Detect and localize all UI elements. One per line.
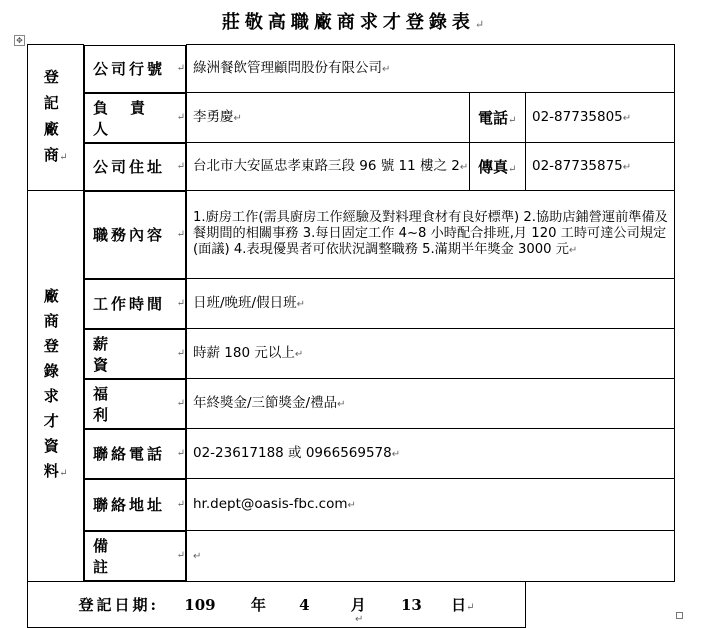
paragraph-mark: ↵ [176, 298, 185, 309]
duties-cell[interactable] [187, 191, 675, 279]
paragraph-mark: ↵ [508, 164, 517, 175]
hours-label-cell [84, 279, 186, 329]
paragraph-mark: ↵ [622, 112, 632, 124]
fax-cell[interactable] [526, 143, 675, 191]
paragraph-mark: ↵ [459, 161, 469, 173]
notes-cell[interactable] [187, 531, 675, 582]
contact-phone-label-cell [84, 429, 186, 479]
company-name-cell[interactable] [187, 45, 675, 93]
paragraph-mark: ↵ [294, 348, 304, 360]
paragraph-mark: ↵ [296, 298, 305, 310]
contact-address-label: 聯絡地址 [93, 496, 166, 514]
owner-value: 李勇慶 [193, 108, 234, 125]
paragraph-mark: ↵ [568, 245, 578, 256]
table-move-handle-icon[interactable]: ✥ [14, 35, 25, 46]
paragraph-mark: ↵ [176, 550, 185, 561]
section-job-info-label: 廠商登錄求才資料 [43, 287, 59, 481]
paragraph-mark: ↵ [508, 115, 517, 126]
contact-phone-cell[interactable] [187, 429, 675, 479]
paragraph-mark: ↵ [176, 499, 185, 510]
company-name-value: 綠洲餐飲管理顧問股份有限公司 [193, 59, 382, 76]
notes-label: 備註 [93, 536, 161, 576]
hours-label: 工作時間 [93, 295, 166, 313]
owner-cell[interactable] [187, 93, 470, 143]
address-cell[interactable] [187, 143, 470, 191]
section-registered-company-label: 登記廠商 [43, 68, 59, 164]
hours-value: 日班/晚班/假日班 [193, 294, 297, 311]
registration-day: 13 [400, 595, 422, 614]
table-resize-handle-icon[interactable] [676, 612, 683, 619]
paragraph-mark: ↵ [474, 18, 485, 31]
salary-cell[interactable] [187, 329, 675, 379]
paragraph-mark: ↵ [382, 63, 391, 75]
paragraph-mark: ↵ [176, 448, 185, 459]
registration-month: 4 [299, 595, 310, 614]
duties-value: 1.廚房工作(需具廚房工作經驗及對料理食材有良好標準) 2.協助店鋪營運前準備及餐期間的相關事務 3.每日固定工作 4~8 小時配合排班,月 120 工時可達公司規定(面議) 4.表現優異者可依狀況調整職務 5.滿期半年獎金 3000 元 [193, 210, 668, 257]
contact-phone-label: 聯絡電話 [93, 445, 166, 463]
paragraph-mark: ↵ [176, 348, 185, 359]
paragraph-mark: ↵ [176, 161, 185, 172]
salary-label-cell [84, 329, 186, 379]
address-label-cell [84, 143, 186, 191]
phone-label: 電話 [478, 109, 509, 127]
company-name-label: 公司行號 [93, 60, 166, 78]
contact-address-label-cell [84, 479, 186, 531]
paragraph-mark: ↵ [176, 63, 185, 74]
contact-address-value: hr.dept@oasis-fbc.com [193, 495, 348, 512]
paragraph-mark: ↵ [622, 161, 632, 173]
address-value: 台北市大安區忠孝東路三段 96 號 11 樓之 2 [193, 157, 460, 174]
paragraph-mark: ↵ [193, 550, 202, 562]
hours-cell[interactable] [187, 279, 675, 329]
registration-date-cell[interactable] [28, 581, 526, 627]
registration-date-label: 登記日期: [78, 595, 160, 614]
benefits-label: 福利 [93, 384, 161, 424]
form-title-text: 莊敬高職廠商求才登錄表 [221, 12, 475, 33]
owner-label: 負責人 [93, 98, 168, 138]
contact-address-cell[interactable] [187, 479, 675, 531]
phone-cell[interactable] [526, 93, 675, 143]
fax-label-cell [470, 143, 526, 191]
contact-phone-value: 02-23617188 或 0966569578 [193, 444, 392, 461]
phone-label-cell [470, 93, 526, 143]
paragraph-mark: ↵ [337, 398, 346, 410]
fax-label: 傳真 [478, 158, 509, 176]
notes-label-cell [84, 531, 186, 581]
section-job-info [28, 191, 84, 582]
registration-table [27, 44, 675, 628]
paragraph-mark: ↵ [233, 112, 242, 124]
paragraph-mark: ↵ [59, 152, 68, 163]
registration-year-unit: 年 [250, 595, 266, 614]
owner-label-cell [84, 93, 186, 143]
salary-value: 時薪 180 元以上 [193, 344, 295, 361]
fax-value: 02-87735875 [532, 157, 623, 174]
duties-label: 職務內容 [93, 226, 166, 244]
paragraph-mark: ↵ [176, 112, 185, 123]
registration-month-unit: 月 [350, 595, 366, 614]
form-title [0, 8, 706, 34]
registration-day-unit: 日 [451, 595, 467, 614]
registration-year: 109 [184, 595, 216, 614]
salary-label: 薪資 [93, 334, 161, 374]
paragraph-mark: ↵ [347, 499, 356, 511]
section-registered-company [28, 45, 84, 191]
benefits-value: 年終獎金/三節獎金/禮品 [193, 394, 338, 411]
paragraph-mark: ↵ [391, 448, 401, 460]
benefits-cell[interactable] [187, 379, 675, 429]
paragraph-mark: ↵ [176, 398, 185, 409]
address-label: 公司住址 [93, 158, 166, 176]
paragraph-mark: ↵ [59, 468, 68, 480]
benefits-label-cell [84, 379, 186, 429]
company-name-label-cell [84, 45, 186, 93]
phone-value: 02-87735805 [532, 108, 623, 125]
paragraph-mark: ↵ [466, 601, 475, 613]
paragraph-mark: ↵ [176, 229, 185, 240]
paragraph-mark: ↵ [355, 614, 364, 625]
duties-label-cell [84, 191, 186, 279]
